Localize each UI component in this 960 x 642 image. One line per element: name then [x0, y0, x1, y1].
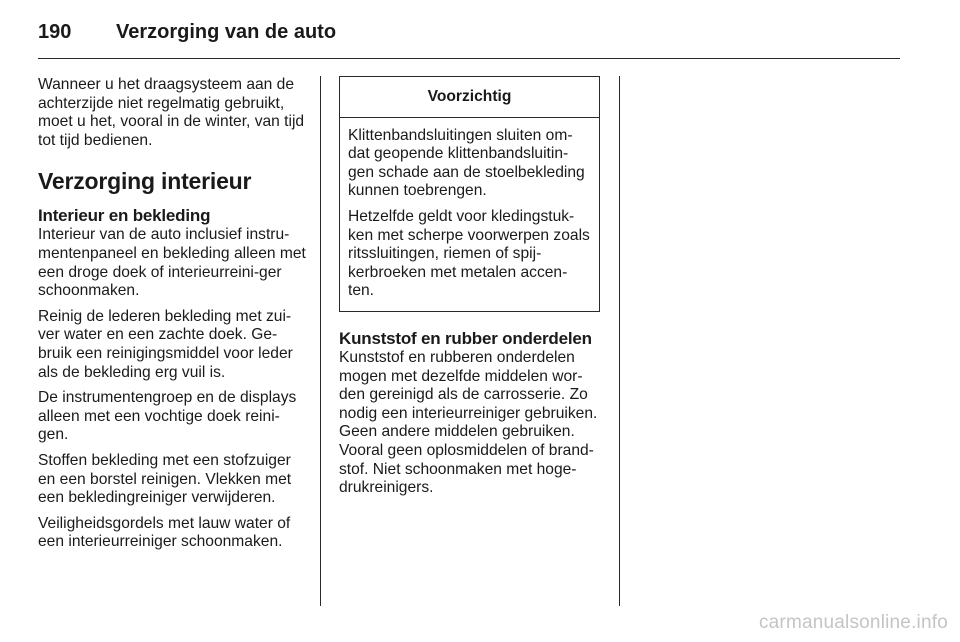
caution-paragraph: Hetzelfde geldt voor kledingstuk-ken met scherpe voorwerpen zoals ritssluitingen, riemen of spij-kerbroeken met metalen accen-ten. — [348, 207, 590, 300]
body-paragraph: Kunststof en rubberen onderdelen mogen met dezelfde middelen wor-den gereinigd als de carrosserie. Zo nodig een interieurreiniger gebruiken. Geen andere middelen gebruiken. Vooral geen oplosmiddelen of brand-stof. Niet schoonmaken met hoge-drukreinigers. — [339, 348, 598, 497]
watermark: carmanualsonline.info — [758, 612, 948, 633]
column-divider — [619, 76, 620, 606]
subsection-heading: Interieur en bekleding — [38, 206, 211, 226]
page-title: Verzorging van de auto — [116, 20, 337, 43]
plastic-rubber-section — [339, 328, 605, 498]
body-paragraph: De instrumentengroep en de displays alleen met een vochtige doek reini-gen. — [38, 389, 297, 444]
page-header — [38, 14, 336, 50]
middle-column — [339, 76, 605, 505]
body-paragraph: Interieur van de auto inclusief instru-mentenpaneel en bekleding alleen met een droge doek of interieurreini-ger schoonmaken. — [38, 226, 306, 300]
header-divider — [38, 58, 900, 59]
body-paragraph: Veiligheidsgordels met lauw water of een interieurreiniger schoonmaken. — [38, 514, 291, 551]
body-paragraph: Stoffen bekleding met een stofzuiger en een borstel reinigen. Vlekken met een bekledingreiniger verwijderen. — [38, 451, 292, 507]
caution-body — [340, 118, 599, 311]
left-column — [38, 76, 306, 559]
section-heading: Verzorging interieur — [38, 168, 252, 195]
column-divider — [320, 76, 321, 606]
body-paragraph: Reinig de lederen bekleding met zui-ver water en een zachte doek. Ge-bruik een reinigingsmiddel voor leder als de bekleding erg vuil is. — [38, 307, 293, 381]
subsection-heading: Kunststof en rubber onderdelen — [339, 328, 592, 348]
caution-box — [339, 76, 600, 312]
intro-paragraph: Wanneer u het draagsysteem aan de achterzijde niet regelmatig gebruikt, moet u het, vooral in de winter, van tijd tot tijd bedienen. — [38, 76, 305, 149]
caution-paragraph: Klittenbandsluitingen sluiten om-dat geopende klittenbandsluitin-gen schade aan de stoelbekleding kunnen toebrengen. — [348, 126, 585, 200]
caution-title: Voorzichtig — [340, 77, 599, 118]
page-number: 190 — [38, 20, 72, 43]
